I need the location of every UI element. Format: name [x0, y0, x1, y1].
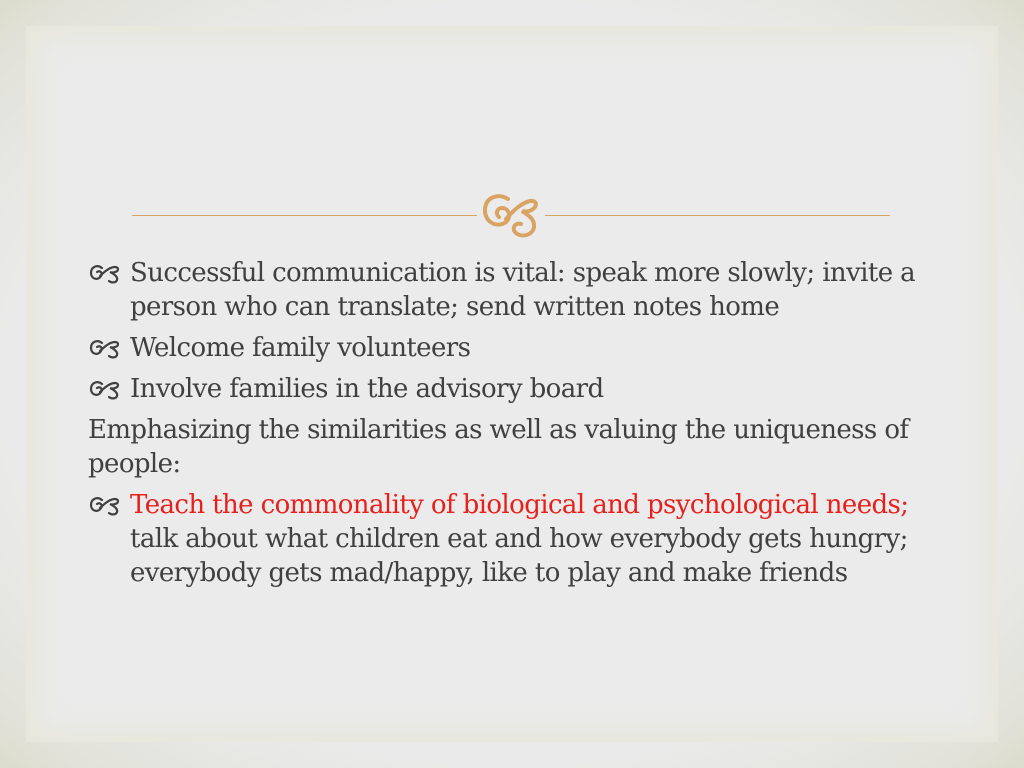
list-item	[88, 331, 948, 365]
swirl-bullet-icon	[88, 378, 122, 400]
list-item-text: Successful communication is vital: speak more slowly; invite a person who can translate; send written notes home	[130, 258, 916, 322]
list-item	[88, 256, 948, 324]
swirl-bullet-icon	[88, 337, 122, 359]
divider-line-left	[132, 215, 477, 216]
highlight-text: Teach the commonality of biological and psychological needs;	[130, 490, 909, 520]
slide-body	[88, 256, 948, 597]
list-item-text: Involve families in the advisory board	[130, 374, 604, 404]
list-item	[88, 372, 948, 406]
list-item-text: talk about what children eat and how everybody gets hungry; everybody gets mad/happy, like to play and make friends	[130, 524, 908, 588]
list-item-text: Welcome family volunteers	[130, 333, 471, 363]
list-item	[88, 488, 948, 590]
divider-line-right	[545, 215, 890, 216]
ornament-swirl-icon	[478, 189, 544, 241]
swirl-bullet-icon	[88, 262, 122, 284]
swirl-bullet-icon	[88, 494, 122, 516]
title-divider	[132, 185, 890, 245]
body-paragraph: Emphasizing the similarities as well as valuing the uniqueness of people:	[88, 415, 909, 479]
